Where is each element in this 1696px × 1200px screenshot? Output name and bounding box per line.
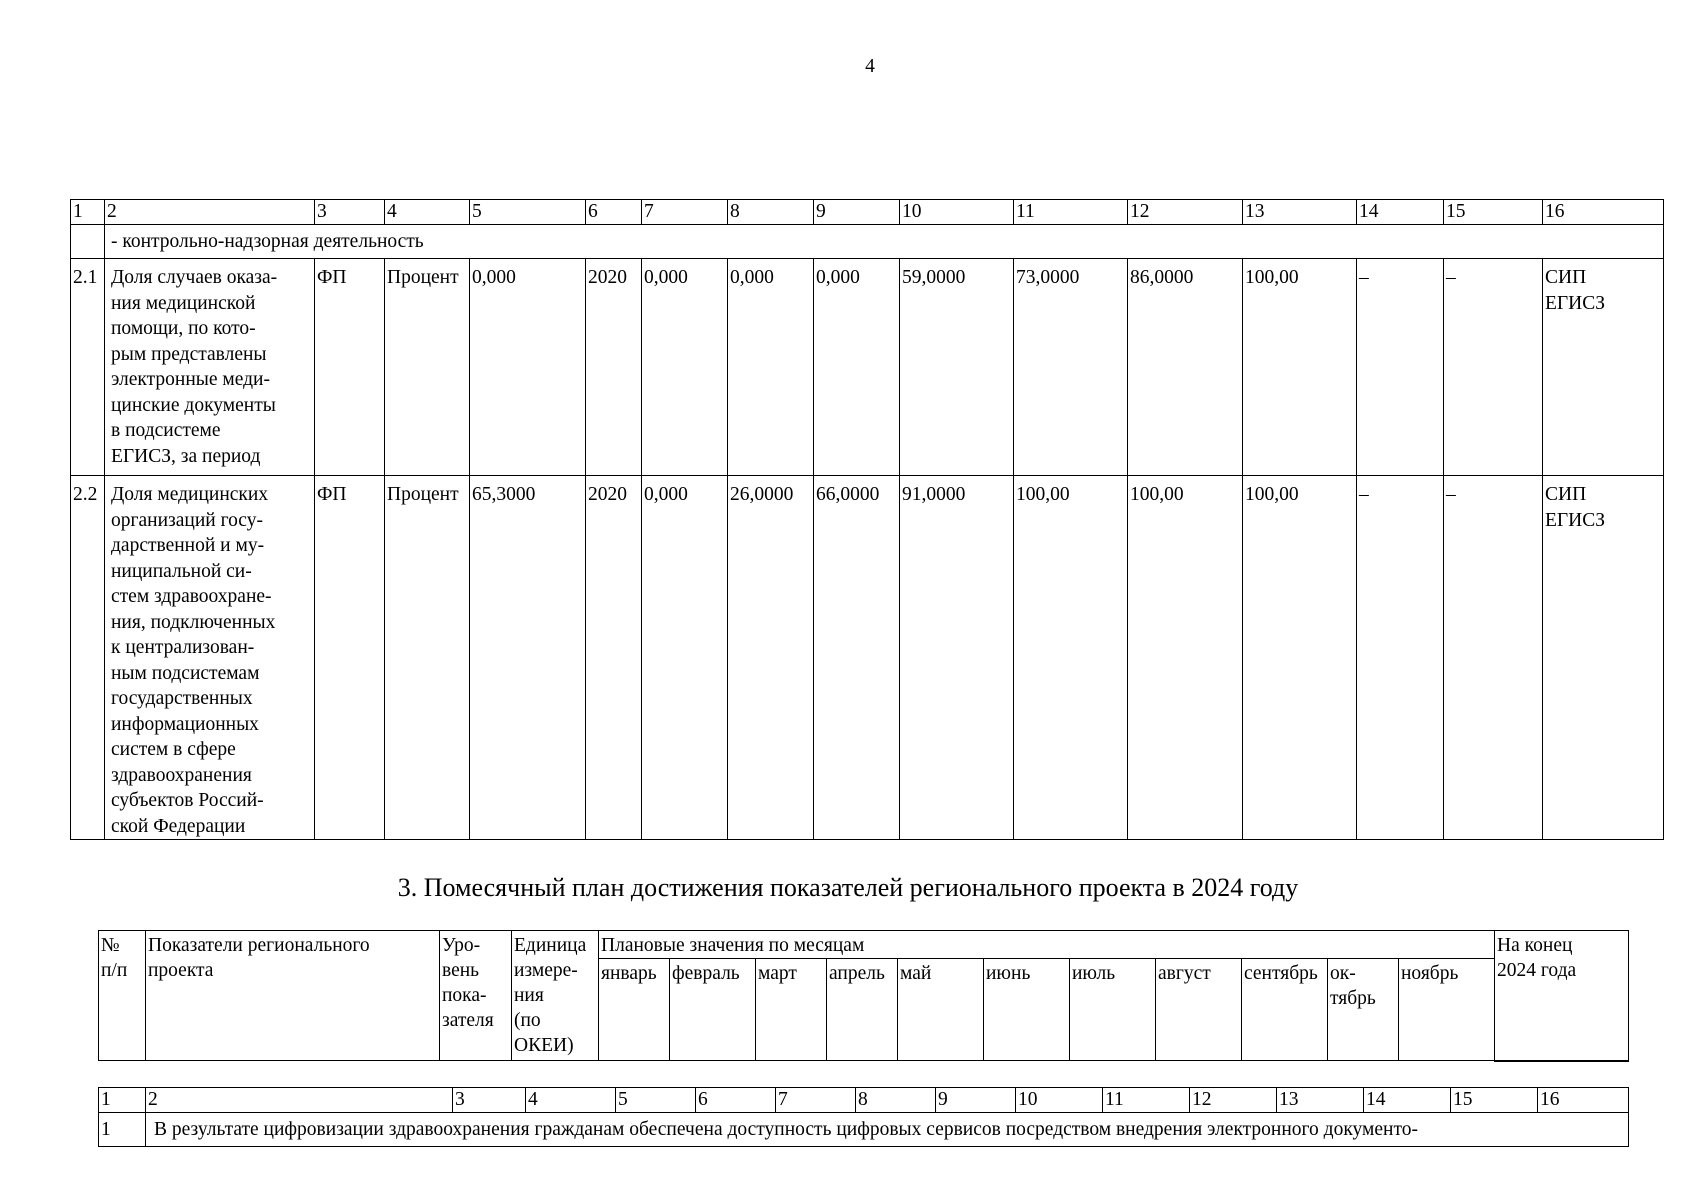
column-number: 7 bbox=[776, 1088, 856, 1113]
table-cell: 100,00 bbox=[1128, 476, 1243, 840]
column-number: 4 bbox=[385, 200, 470, 225]
month-header: январь bbox=[599, 959, 670, 1061]
table-cell: 0,000 bbox=[728, 259, 814, 476]
column-number: 15 bbox=[1451, 1088, 1538, 1113]
subheader-text: - контрольно-надзорная деятельность bbox=[105, 225, 1664, 259]
column-number: 5 bbox=[470, 200, 586, 225]
column-number: 7 bbox=[642, 200, 728, 225]
monthly-plan-header bbox=[98, 930, 1629, 1062]
table-cell: 0,000 bbox=[814, 259, 900, 476]
column-number: 10 bbox=[1016, 1088, 1103, 1113]
section-title: 3. Помесячный план достижения показателей регионального проекта в 2024 году bbox=[397, 873, 1299, 902]
table-cell: 100,00 bbox=[1014, 476, 1128, 840]
table-row bbox=[71, 259, 1664, 476]
column-number: 13 bbox=[1243, 200, 1357, 225]
table-cell: Процент bbox=[385, 259, 470, 476]
page-number: 4 bbox=[865, 56, 875, 77]
table-cell: СИП ЕГИСЗ bbox=[1543, 259, 1664, 476]
column-number: 8 bbox=[856, 1088, 936, 1113]
table-cell: 26,0000 bbox=[728, 476, 814, 840]
column-number: 14 bbox=[1357, 200, 1444, 225]
column-number: 9 bbox=[814, 200, 900, 225]
table-cell: ФП bbox=[315, 259, 385, 476]
table-cell bbox=[71, 225, 105, 259]
row-text: В результате цифровизации здравоохранения гражданам обеспечена доступность цифровых сервисов посредством внедрения электронного документо- bbox=[146, 1113, 1629, 1147]
year-end-header: На конец 2024 года bbox=[1495, 931, 1629, 1061]
table-cell: 73,0000 bbox=[1014, 259, 1128, 476]
table-cell: 2020 bbox=[586, 259, 642, 476]
column-number: 10 bbox=[900, 200, 1014, 225]
subheader-row bbox=[71, 225, 1664, 259]
table-cell: 0,000 bbox=[642, 259, 728, 476]
indicator-name: Доля медицинских организаций госу- дарственной и му- ниципальной си- стем здравоохране- ния, подключенных к централизован- ным подсистемам государственных информационных систем в сфере здравоохранения субъектов Россий- ской Федерации bbox=[105, 476, 315, 840]
column-number: 5 bbox=[616, 1088, 696, 1113]
month-header: февраль bbox=[670, 959, 756, 1061]
table-row bbox=[71, 476, 1664, 840]
indicator-name: Доля случаев оказа- ния медицинской помощи, по кото- рым представлены электронные меди- цинские документы в подсистеме ЕГИСЗ, за период bbox=[105, 259, 315, 476]
table-cell: – bbox=[1357, 259, 1444, 476]
column-number: 4 bbox=[526, 1088, 616, 1113]
column-number: 3 bbox=[315, 200, 385, 225]
table-cell: – bbox=[1444, 259, 1543, 476]
column-number: 13 bbox=[1277, 1088, 1364, 1113]
column-number: 6 bbox=[586, 200, 642, 225]
table-cell: – bbox=[1357, 476, 1444, 840]
column-number: 11 bbox=[1014, 200, 1128, 225]
table-cell: 2020 bbox=[586, 476, 642, 840]
col-unit-header: Единица измере- ния (по ОКЕИ) bbox=[512, 931, 599, 1061]
column-number: 1 bbox=[99, 1088, 146, 1113]
month-header: июнь bbox=[984, 959, 1070, 1061]
table-cell: 0,000 bbox=[642, 476, 728, 840]
column-number: 16 bbox=[1538, 1088, 1629, 1113]
col-number-header: № п/п bbox=[99, 931, 146, 1061]
column-number: 14 bbox=[1364, 1088, 1451, 1113]
table-cell: 100,00 bbox=[1243, 476, 1357, 840]
table-cell: 66,0000 bbox=[814, 476, 900, 840]
month-header: сентябрь bbox=[1242, 959, 1328, 1061]
table-cell: ФП bbox=[315, 476, 385, 840]
column-number: 12 bbox=[1128, 200, 1243, 225]
table-cell: 0,000 bbox=[470, 259, 586, 476]
column-number: 3 bbox=[453, 1088, 526, 1113]
monthly-plan-table bbox=[98, 1087, 1629, 1147]
column-number: 12 bbox=[1190, 1088, 1277, 1113]
month-header: март bbox=[756, 959, 827, 1061]
table-cell: Процент bbox=[385, 476, 470, 840]
row-number: 1 bbox=[99, 1113, 146, 1147]
month-header: июль bbox=[1070, 959, 1156, 1061]
column-numbers-row bbox=[71, 200, 1664, 225]
table-cell: 91,0000 bbox=[900, 476, 1014, 840]
table-cell: 86,0000 bbox=[1128, 259, 1243, 476]
column-number: 2 bbox=[146, 1088, 453, 1113]
column-number: 9 bbox=[936, 1088, 1016, 1113]
month-header: август bbox=[1156, 959, 1242, 1061]
row-number: 2.1 bbox=[71, 259, 105, 476]
indicators-table bbox=[70, 199, 1664, 840]
col-level-header: Уро- вень пока- зателя bbox=[440, 931, 512, 1061]
column-numbers-row bbox=[99, 1088, 1629, 1113]
table-cell: 59,0000 bbox=[900, 259, 1014, 476]
column-number: 1 bbox=[71, 200, 105, 225]
col-indicator-header: Показатели регионального проекта bbox=[146, 931, 440, 1061]
month-header: апрель bbox=[827, 959, 898, 1061]
column-number: 15 bbox=[1444, 200, 1543, 225]
planned-values-header: Плановые значения по месяцам bbox=[599, 931, 1495, 959]
column-number: 11 bbox=[1103, 1088, 1190, 1113]
column-number: 2 bbox=[105, 200, 315, 225]
month-header: май bbox=[898, 959, 984, 1061]
table-cell: 100,00 bbox=[1243, 259, 1357, 476]
row-number: 2.2 bbox=[71, 476, 105, 840]
table-cell: СИП ЕГИСЗ bbox=[1543, 476, 1664, 840]
column-number: 6 bbox=[696, 1088, 776, 1113]
table-cell: 65,3000 bbox=[470, 476, 586, 840]
column-number: 8 bbox=[728, 200, 814, 225]
table-cell: – bbox=[1444, 476, 1543, 840]
table-row bbox=[99, 1113, 1629, 1147]
column-number: 16 bbox=[1543, 200, 1664, 225]
month-header: ноябрь bbox=[1399, 959, 1495, 1061]
month-header: ок- тябрь bbox=[1328, 959, 1399, 1061]
